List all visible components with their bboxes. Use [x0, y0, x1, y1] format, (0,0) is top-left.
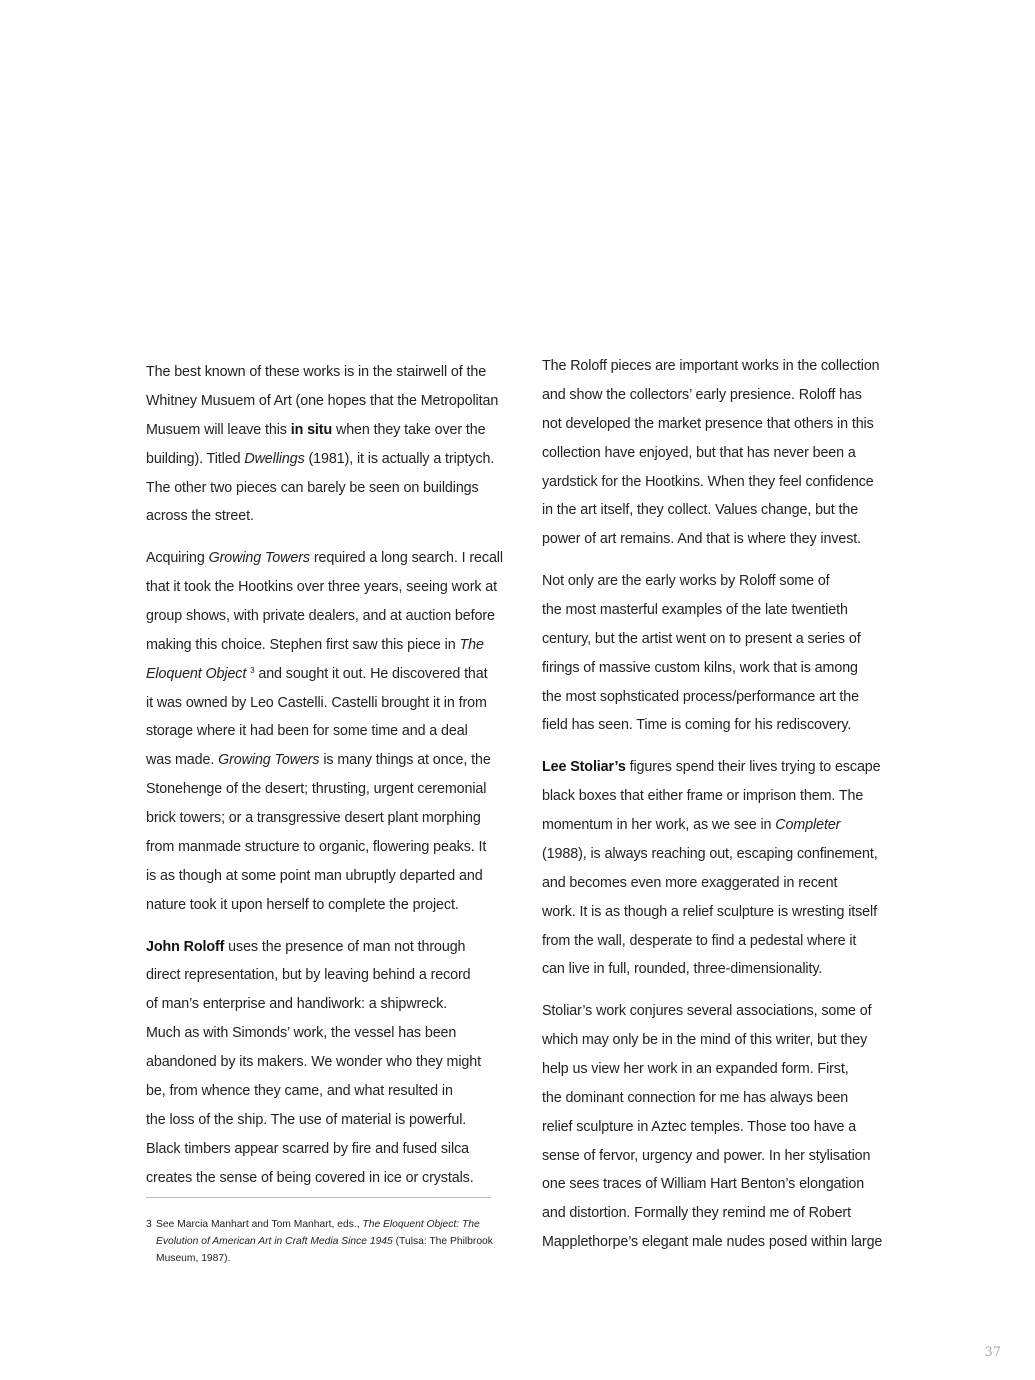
text-line: abandoned by its makers. We wonder who they might [146, 1054, 481, 1071]
text-line: nature took it upon herself to complete the project. [146, 896, 459, 913]
text-line: relief sculpture in Aztec temples. Those too have a [542, 1118, 857, 1135]
footnote-line: Museum, 1987). [156, 1253, 231, 1264]
footnote [146, 1216, 491, 1267]
text-line: Much as with Simonds’ work, the vessel has been [146, 1025, 457, 1042]
text-line: Not only are the early works by Roloff some of [542, 573, 830, 590]
text-line: which may only be in the mind of this writer, but they [542, 1031, 868, 1048]
text-line: the dominant connection for me has always been [542, 1089, 849, 1106]
text-line: Musuem will leave this in situ when they take over the [146, 421, 486, 438]
text-line: the most masterful examples of the late twentieth [542, 601, 848, 618]
text-line: work. It is as though a relief sculpture is wresting itself [542, 903, 877, 920]
paragraph [542, 997, 892, 1257]
text-line: century, but the artist went on to present a series of [542, 630, 861, 647]
artist-name-john-roloff: John Roloff [146, 938, 225, 955]
text-line: The best known of these works is in the stairwell of the [146, 364, 487, 380]
footnote-ref[interactable]: 3 [250, 665, 255, 675]
text-line: creates the sense of being covered in ice or crystals. [146, 1169, 474, 1186]
emphasis-in-situ: in situ [290, 421, 333, 438]
paragraph [542, 352, 892, 554]
footnote-number: 3 [146, 1219, 152, 1230]
text-line: The Roloff pieces are important works in the collection [542, 358, 880, 374]
title-dwellings: Dwellings [244, 450, 305, 467]
text-line: direct representation, but by leaving behind a record [146, 967, 471, 984]
right-column [542, 352, 892, 1257]
paragraph [146, 544, 510, 920]
text-line: field has seen. Time is coming for his rediscovery. [542, 717, 852, 734]
text-line: building). Titled Dwellings (1981), it is actually a triptych. [146, 450, 495, 467]
title-completer: Completer [775, 816, 841, 833]
text-line: Eloquent Object $^3$ and sought it out. He discovered that [146, 665, 488, 682]
text-line: (1988), is always reaching out, escaping confinement, [542, 845, 878, 862]
text-line: Stoliar’s work conjures several associations, some of [542, 1003, 872, 1020]
text-line: collection have enjoyed, but that has never been a [542, 444, 856, 461]
text-line: power of art remains. And that is where they invest. [542, 531, 862, 548]
text-line: making this choice. Stephen first saw this piece in The [146, 636, 484, 653]
text-line: Acquiring Growing Towers required a long search. I recall [146, 550, 503, 567]
footnote-line: Evolution of American Art in Craft Media Since 1945 (Tulsa: The Philbrook [156, 1236, 493, 1247]
text-line: The other two pieces can barely be seen on buildings [146, 479, 479, 496]
text-line: was made. Growing Towers is many things at once, the [146, 752, 491, 769]
text-line: Lee Stoliar’s figures spend their lives trying to escape [542, 759, 881, 776]
text-line: one sees traces of William Hart Benton’s elongation [542, 1176, 865, 1193]
text-line: and distortion. Formally they remind me of Robert [542, 1205, 851, 1222]
text-line: yardstick for the Hootkins. When they feel confidence [542, 473, 874, 490]
text-line: that it took the Hootkins over three years, seeing work at [146, 579, 498, 596]
paragraph [542, 567, 892, 740]
text-line: Mapplethorpe’s elegant male nudes posed within large [542, 1234, 883, 1251]
text-line: John Roloff uses the presence of man not through [146, 938, 466, 955]
paragraph [146, 933, 510, 1193]
text-line: be, from whence they came, and what resulted in [146, 1082, 453, 1099]
text-line: firings of massive custom kilns, work that is among [542, 659, 858, 676]
text-line: black boxes that either frame or imprison them. The [542, 788, 864, 805]
text-line: Whitney Musuem of Art (one hopes that the Metropolitan [146, 392, 499, 409]
text-line: from the wall, desperate to find a pedestal where it [542, 932, 857, 949]
paragraph [542, 753, 892, 984]
text-line: momentum in her work, as we see in Completer [542, 816, 841, 833]
text-line: of man’s enterprise and handiwork: a shipwreck. [146, 996, 447, 1013]
footnote-line: See Marcia Manhart and Tom Manhart, eds., The Eloquent Object: The [156, 1219, 480, 1230]
text-line: Black timbers appear scarred by fire and fused silca [146, 1140, 469, 1157]
text-line: storage where it had been for some time and a deal [146, 723, 468, 740]
text-line: it was owned by Leo Castelli. Castelli brought it in from [146, 694, 487, 711]
text-line: and show the collectors’ early presience. Roloff has [542, 386, 862, 403]
title-growing-towers: Growing Towers [208, 550, 310, 567]
text-line: help us view her work in an expanded form. First, [542, 1060, 849, 1077]
text-line: from manmade structure to organic, flowering peaks. It [146, 839, 487, 856]
text-line: can live in full, rounded, three-dimensionality. [542, 961, 823, 978]
text-line: Stonehenge of the desert; thrusting, urgent ceremonial [146, 781, 487, 798]
title-eloquent-object: Eloquent Object [146, 665, 247, 682]
artist-name-lee-stoliar: Lee Stoliar’s [542, 759, 626, 776]
text-line: across the street. [146, 508, 254, 525]
text-line: the loss of the ship. The use of material is powerful. [146, 1111, 467, 1128]
page-number: 37 [984, 1345, 1001, 1360]
paragraph [146, 358, 510, 531]
footnote-divider [146, 1197, 491, 1198]
text-line: in the art itself, they collect. Values change, but the [542, 502, 859, 519]
text-line: the most sophsticated process/performance art the [542, 688, 859, 705]
text-line: and becomes even more exaggerated in recent [542, 874, 838, 891]
text-line: not developed the market presence that others in this [542, 415, 874, 432]
text-line: group shows, with private dealers, and at auction before [146, 607, 495, 624]
text-line: sense of fervor, urgency and power. In her stylisation [542, 1147, 871, 1164]
text-line: brick towers; or a transgressive desert plant morphing [146, 810, 481, 827]
left-column [146, 358, 510, 1193]
text-line: is as though at some point man ubruptly departed and [146, 867, 483, 884]
